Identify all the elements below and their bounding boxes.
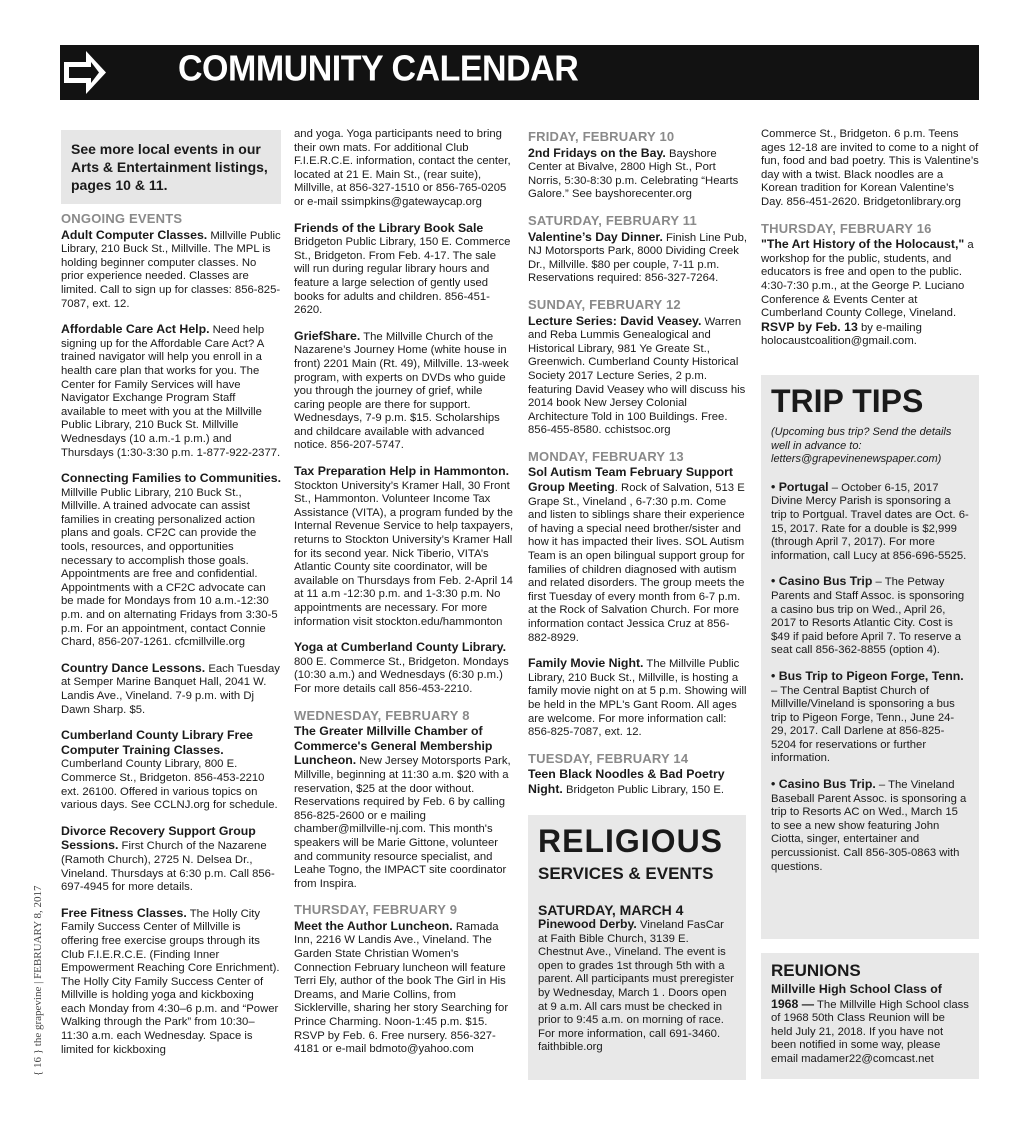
see-more-box: See more local events in our Arts & Entertainment listings, pages 10 & 11. [61,130,281,204]
list-item: • Bus Trip to Pigeon Forge, Tenn. – The Central Baptist Church of Millville/Vineland is sponsoring a bus trip to Pigeon Forge, Tenn., June 24-29, 2017. Call Darlene at 856-825-5204 for reservations or further information. [771,668,964,765]
reunions-box [761,953,979,1079]
list-item: Divorce Recovery Support Group Sessions. First Church of the Nazarene (Ramoth Church), 2725 N. Delsea Dr., Vineland. Thursdays at 6:30 p.m. Call 856-697-4945 for more details. [61,823,275,894]
list-item: Pinewood Derby. Vineland FasCar at Faith Bible Church, 3139 E. Chestnut Ave., Vineland. The event is open to grades 1st through 5th with a parent. All participants must preregister by Wednesday, March 1 . Doors open at 9 a.m. All cars must be checked in prior to 9:45 a.m. on morning of race. For more information, call 691-3460. faithbible.org [538,917,734,1054]
list-item: Country Dance Lessons. Each Tuesday at Semper Marine Banquet Hall, 2041 W. Landis Ave., Vineland. 7-9 p.m. with Dj Dawn Sharp. $5. [61,660,280,716]
list-item: Family Movie Night. The Millville Public Library, 210 Buck St., Millville, is hosting a family movie night on at 5 p.m. Showing will be held in the MPL's Gant Room. All ages are welcome. For more information call: 856-825-7087, ext. 12. [528,656,747,739]
list-item: Yoga at Cumberland County Library. 800 E. Commerce St., Bridgeton. Mondays (10:30 a.m.) and Wednesdays (6:30 p.m.) For more details call 856-453-2210. [294,640,509,695]
page-title: COMMUNITY CALENDAR [178,49,579,89]
list-item: Teen Black Noodles & Bad Poetry Night. Bridgeton Public Library, 150 E. [528,767,725,796]
arrow-right-icon [60,45,110,100]
page-folio [18,860,48,1080]
date-heading: SATURDAY, FEBRUARY 11 [528,212,697,228]
list-item: Valentine’s Day Dinner. Finish Line Pub, NJ Motorsports Park, 8000 Dividing Creek Dr., Millville. $80 per couple, 7-11 p.m. Reservations required: 856-327-7264. [528,229,748,285]
column-4 [761,128,979,361]
list-item: 2nd Fridays on the Bay. Bayshore Center at Bivalve, 2800 High St., Port Norris, 5:30-8:30 p.m. Celebrating “Hearts Galore.” See bayshorecenter.org [528,145,739,201]
date-heading: THURSDAY, FEBRUARY 9 [294,902,458,918]
list-item: GriefShare. The Millville Church of the Nazarene’s Journey Home (white house in front) 2201 Main (Rt. 49), Millville. 13-week program, with experts on DVDs who guide you through the journey of grief, while caring people are there for support. Wednesdays, 7-9 p.m. $15. Scholarships and childcare available with advanced notice. 856-207-5747. [294,328,509,452]
section-heading: ONGOING EVENTS [61,211,183,226]
list-item: Millville High School Class of 1968 — The Millville High School class of 1968 50th Class Reunion will be held July 21, 2018. If you have not been notified in some way, please email madamer22@comcast.net [771,982,969,1065]
list-item: Connecting Families to Communities. Millville Public Library, 210 Buck St., Millville. A trained advocate can assist families in creating personalized action plans and goals. CF2C can provide the tools, resources, and opportunities necessary to accomplish those goals. Appointments are free and confidential. Appointments with a CF2C advocate can be made for Mondays from 10 a.m.-12:30 p.m. and on alternating Fridays from 3:30-5 p.m. For an appointment, contact Connie Chard, 856-207-1261. cfcmillville.org [61,471,281,649]
banner [60,45,979,100]
religious-subtitle: SERVICES & EVENTS [538,864,714,883]
list-item: Free Fitness Classes. The Holly City Family Success Center of Millville is offering free exercise groups through its Club F.I.E.R.C.E. (Finding Inner Empowerment Reaching Core Enrichment). The Holly City Family Success Center of Millville is holding yoga and kickboxing each Monday from 4:30–6 p.m. and “Power Walking through the Park” from 10:30–11:30 a.m. each Wednesday. Space is limited for kickboxing [61,905,280,1056]
list-item: Tax Preparation Help in Hammonton. Stockton University’s Kramer Hall, 30 Front St., Hammonton. Volunteer Income Tax Assistance (VITA), a program funded by the Internal Revenue Service to help taxpayers, returns to Stockton University’s Kramer Hall for its second year. Nick Tiberio, VITA’s Atlantic County site coordinator, will be available on Thursdays from Feb. 2-April 14 at 11 a.m -12:30 p.m. and 1-3:30 p.m. No appointments are necessary. For more information visit stockton.edu/hammonton [294,464,514,628]
list-item: Affordable Care Act Help. Need help signing up for the Affordable Care Act? A trained navigator will help you enroll in a health care plan that works for you. The Center for Family Services will have Navigator Exchange Program Staff available to meet with you at the Millville Public Library, 210 Buck St. Millville Wednesdays (10 a.m.-1 p.m.) and Thursdays (1:30-3:30 p.m. 1-877-922-2377. [61,322,281,459]
list-item: Commerce St., Bridgeton. 6 p.m. Teens ages 12-18 are invited to come to a night of fun, food and bad poetry. This is Valentine’s day with a twist. Black noodles are a Korean tradition for Korean Valentine’s Day. 856-451-2620. Bridgetonlibrary.org [761,128,979,208]
date-heading: SATURDAY, MARCH 4 [538,902,684,918]
list-item: Adult Computer Classes. Millville Public Library, 210 Buck St., Millville. The MPL is holding beginner computer classes. No prior experience needed. Classes are limited. Call to sign up for classes: 856-825-7087, ext. 12. [61,227,281,310]
date-heading: TUESDAY, FEBRUARY 14 [528,750,689,766]
reunions-title: REUNIONS [771,961,861,980]
list-item: and yoga. Yoga participants need to bring their own mats. For additional Club F.I.E.R.C.E. information, contact the center, located at 21 E. Main St., (rear suite), Millville, at 856-327-1510 or 856-765-0205 or e-mail ssimpkins@gatewaycap.org [294,128,511,208]
date-heading: WEDNESDAY, FEBRUARY 8 [294,707,470,723]
trip-tips-intro: (Upcoming bus trip? Send the details well in advance to: letters@grapevinenewspaper.com) [771,426,952,466]
date-heading: THURSDAY, FEBRUARY 16 [761,220,932,236]
list-item: Cumberland County Library Free Computer Training Classes. Cumberland County Library, 800 E. Commerce St., Bridgeton. 856-453-2210 ext. 26100. Offered in various topics on various days. See CCLNJ.org for schedule. [61,728,278,812]
column-2 [294,128,514,1069]
list-item: Lecture Series: David Veasey. Warren and Reba Lummis Genealogical and Historical Library, 981 Ye Greate St., Greenwich. Cumberland County Historical Society 2017 Lecture Series, 2 p.m. featuring David Veasey who will discuss his 2014 book New Jersey Colonial Architecture Told in 100 Buildings. Free. 856-455-8580. cchistsoc.org [528,313,746,437]
list-item: The Greater Millville Chamber of Commerce's General Membership Luncheon. New Jersey Motorsports Park, Millville, beginning at 11:30 a.m. $20 with a reservation, $25 at the door without. Reservations required by Feb. 6 by calling 856-825-2600 or e mailing chamber@millville-nj.com. This month's speakers will be Marie Gittone, volunteer and community resource specialist, and Leahe Togno, the IMPACT site coordinator from Inspira. [294,724,511,890]
folio-text: { 16 } the grapevine | FEBRUARY 8, 2017 [32,885,44,1076]
list-item: Sol Autism Team February Support Group Meeting. Rock of Salvation, 513 E Grape St., Vineland , 6-7:30 p.m. Come and listen to siblings share their experience of having a special need brother/sister and how it has impacted their lives. SOL Autism Team is an open bilingual support group for families of children diagnosed with autism and related disorders. The group meets the first Tuesday of every month from 6-7 p.m. at the Rock of Salvation Church. For more information contact Jessica Cruz at 856-882-8929. [528,465,745,644]
trip-tips-box [761,375,979,939]
list-item: Friends of the Library Book Sale Bridgeton Public Library, 150 E. Commerce St., Bridgeton. From Feb. 4-17. The sale will run during regular library hours and feature a large selection of gently used books for adults and children. 856-451-2620. [294,220,511,317]
list-item: • Casino Bus Trip – The Petway Parents and Staff Assoc. is sponsoring a casino bus trip on Wed., April 26, 2017 to Resorts Atlantic City. Cost is $49 if paid before April 7. To reserve a seat call 856-362-8855 (option 4). [771,574,965,657]
religious-box [528,815,746,1080]
date-heading: SUNDAY, FEBRUARY 12 [528,296,681,312]
list-item: Meet the Author Luncheon. Ramada Inn, 2216 W Landis Ave., Vineland. The Garden State Christian Women’s Connection February luncheon will feature Terri Ely, author of the book The Girl in His Dreams, and Marie Collins, from Sicklerville, sharing her story Searching for Prince Charming. Noon-1:45 p.m. $15. RSVP by Feb. 6. Free nursery. 856-327-4181 or e-mail bdmoto@yahoo.com [294,918,509,1056]
list-item: "The Art History of the Holocaust," a workshop for the public, students, and educators is free and open to the public. 4:30-7:30 p.m., at the George P. Luciano Conference & Events Center at Cumberland County College, Vineland. RSVP by Feb. 13 by e-mailing holocaustcoalition@gmail.com. [761,237,974,348]
column-3 [528,128,748,810]
trip-tips-title: TRIP TIPS [771,383,924,419]
date-heading: MONDAY, FEBRUARY 13 [528,448,684,464]
date-heading: FRIDAY, FEBRUARY 10 [528,129,675,144]
column-1 [61,128,281,1069]
list-item: • Casino Bus Trip. – The Vineland Baseball Parent Assoc. is sponsoring a trip to Resorts AC on Wed., March 15 to see a new show featuring John Ciotta, singer, entertainer and percussionist. Call 856-305-0863 with questions. [771,777,967,873]
religious-title: RELIGIOUS [538,823,724,859]
list-item: • Portugal – October 6-15, 2017 Divine Mercy Parish is sponsoring a trip to Portgual. Travel dates are Oct. 6-15, 2017. Rate for a double is $2,999 (through April 7, 2017). For more information, call Lucy at 856-696-5525. [771,479,969,562]
